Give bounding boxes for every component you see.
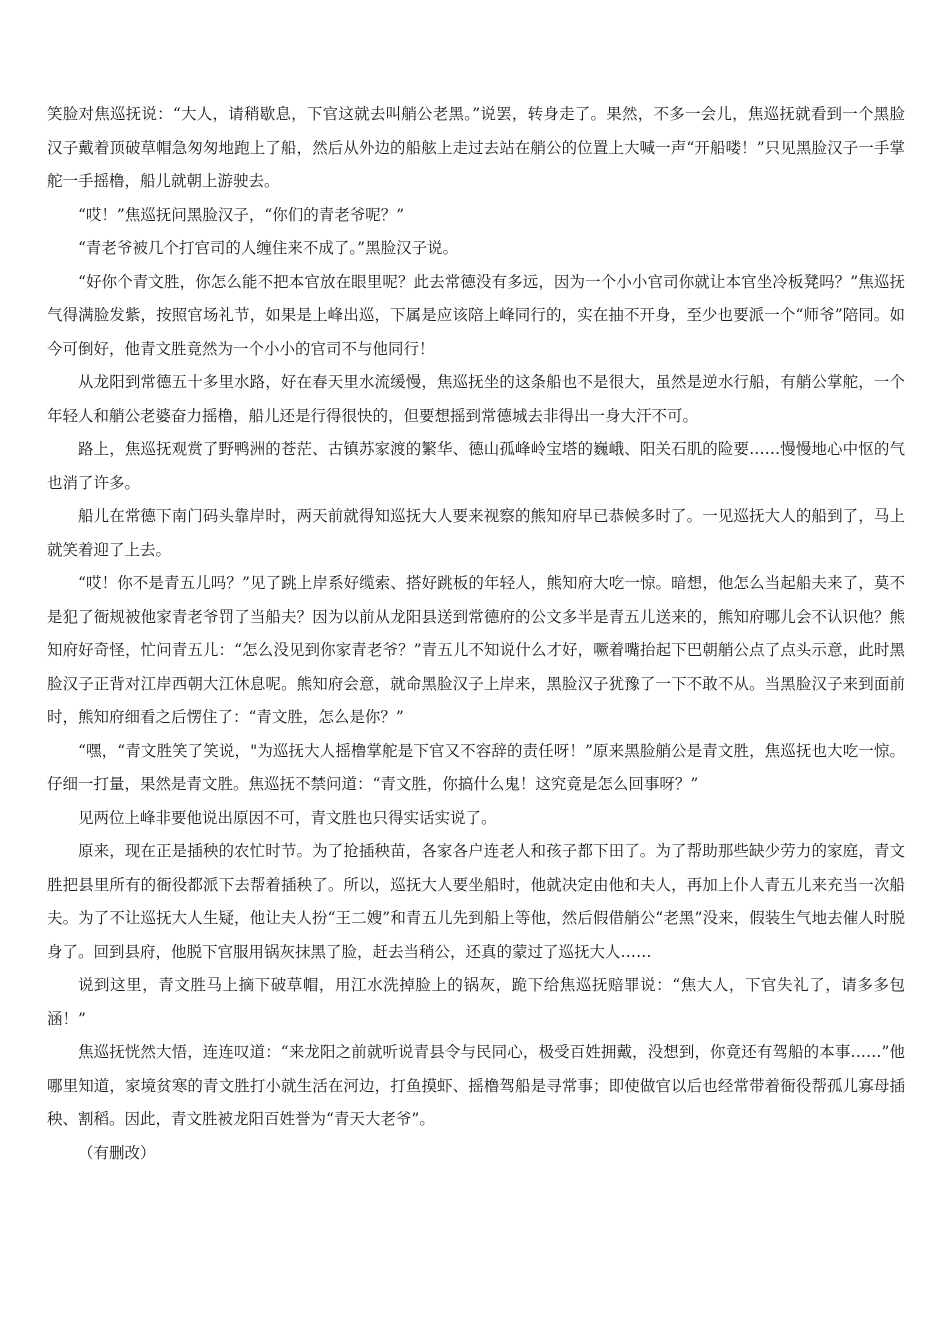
source-note: （有删改） [78,1143,156,1162]
paragraph-3: “青老爷被几个打官司的人缠住来不成了。”黑脸汉子说。 [78,239,459,257]
paragraph-13: 焦巡抚恍然大悟，连连叹道：“来龙阳之前就听说青县令与民同心，极受百姓拥戴，没想到，你竟还有驾船的本事……”他哪里知道，家境贫寒的青文胜打小就生活在河边，打鱼摸虾、摇橹驾船是寻常事；即使做官以后也经常带着衙役帮孤儿寡母插秧、割稻。因此，青文胜被龙阳百姓誉为“青天大老爷”。 [47,1043,905,1128]
paragraph-8: “哎！你不是青五儿吗？”见了跳上岸系好缆索、搭好跳板的年轻人，熊知府大吃一惊。暗想，他怎么当起船夫来了，莫不是犯了衙规被他家青老爷罚了当船夫？因为以前从龙阳县送到常德府的公文多半是青五儿送来的，熊知府哪儿会不认识他？熊知府好奇怪，忙问青五儿：“怎么没见到你家青老爷？”青五儿不知说什么才好，噘着嘴抬起下巴朝艄公点了点头示意，此时黑脸汉子正背对江岸西朝大江休息呢。熊知府会意，就命黑脸汉子上岸来，黑脸汉子犹豫了一下不敢不从。当黑脸汉子来到面前时，熊知府细看之后愣住了：“青文胜，怎么是你？” [47,574,905,726]
paragraph-2: “哎！”焦巡抚问黑脸汉子，“你们的青老爷呢？” [78,205,405,224]
paragraph-9: “嘿，“青文胜笑了笑说，"为巡抚大人摇橹掌舵是下官又不容辞的责任呀！”原来黑脸艄公是青文胜，焦巡抚也大吃一惊。仔细一打量，果然是青文胜。焦巡抚不禁问道：“青文胜，你搞什么鬼！这究竟是怎么回事呀？” [47,741,905,793]
paragraph-5: 从龙阳到常德五十多里水路，好在春天里水流缓慢，焦巡抚坐的这条船也不是很大，虽然是逆水行船，有艄公掌舵，一个年轻人和艄公老婆奋力摇橹，船儿还是行得很快的，但要想摇到常德城去非得出一身大汗不可。 [47,373,905,425]
paragraph-4: “好你个青文胜，你怎么能不把本官放在眼里呢？此去常德没有多远，因为一个小小官司你就让本官坐冷板凳吗？”焦巡抚气得满脸发紫，按照官场礼节，如果是上峰出巡，下属是应该陪上峰同行的，实在抽不开身，至少也要派一个“师爷”陪同。如今可倒好，他青文胜竟然为一个小小的官司不与他同行！ [47,272,905,358]
paragraph-10: 见两位上峰非要他说出原因不可，青文胜也只得实话实说了。 [78,808,497,827]
paragraph-1: 笑脸对焦巡抚说：“大人，请稍歇息，下官这就去叫艄公老黑。”说罢，转身走了。果然，不多一会儿，焦巡抚就看到一个黑脸汉子戴着顶破草帽急匆匆地跑上了船，然后从外边的船舷上走过去站在艄公的位置上大喊一声“开船喽！”只见黑脸汉子一手掌舵一手摇橹，船儿就朝上游驶去。 [47,105,905,190]
paragraph-11: 原来，现在正是插秧的农忙时节。为了抢插秧苗，各家各户连老人和孩子都下田了。为了帮助那些缺少劳力的家庭，青文胜把县里所有的衙役都派下去帮着插秧了。所以，巡抚大人要坐船时，他就决定由他和夫人，再加上仆人青五儿来充当一次船夫。为了不让巡抚大人生疑，他让夫人扮“王二嫂”和青五儿先到船上等他，然后假借艄公“老黑”没来，假装生气地去催人时脱身了。回到县府，他脱下官服用锅灰抹黑了脸，赶去当稍公，还真的蒙过了巡抚大人…… [47,842,905,961]
story-text [47,98,905,1170]
paragraph-7: 船儿在常德下南门码头靠岸时，两天前就得知巡抚大人要来视察的熊知府早已恭候多时了。一见巡抚大人的船到了，马上就笑着迎了上去。 [47,507,905,559]
paragraph-12: 说到这里，青文胜马上摘下破草帽，用江水洗掉脸上的锅灰，跪下给焦巡抚赔罪说：“焦大人，下官失礼了，请多多包涵！” [47,976,905,1028]
paragraph-6: 路上，焦巡抚观赏了野鸭洲的苍茫、古镇苏家渡的繁华、德山孤峰岭宝塔的巍峨、阳关石肌的险要……慢慢地心中怄的气也消了许多。 [47,440,905,492]
